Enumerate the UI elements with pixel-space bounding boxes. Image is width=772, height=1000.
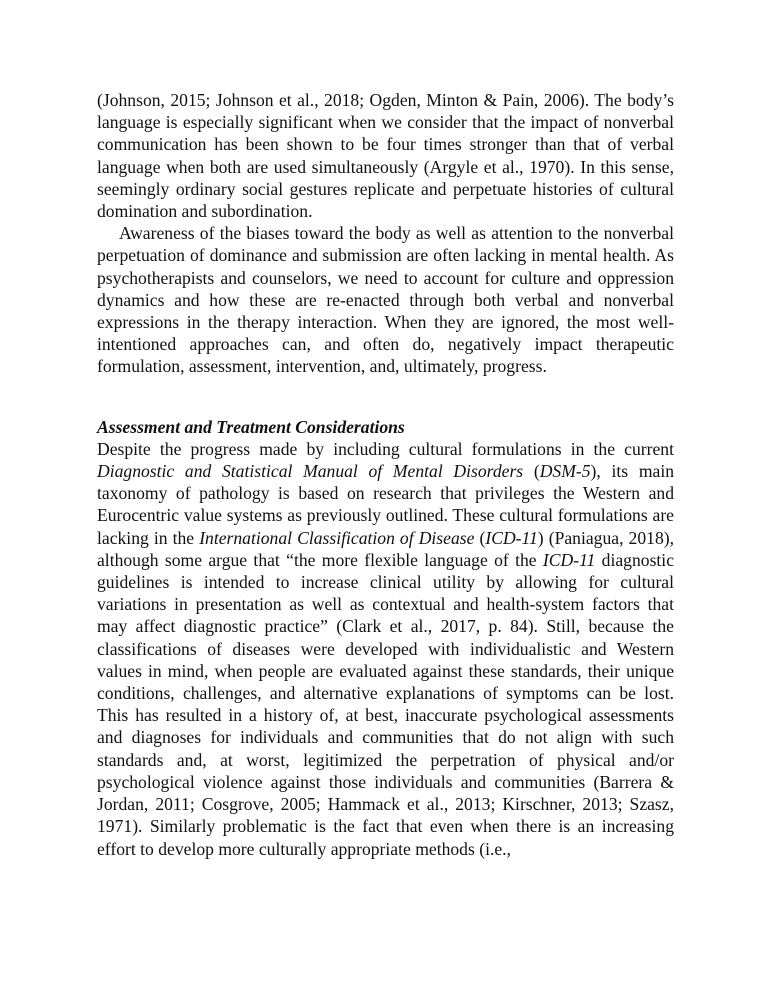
icd-abbrev: ICD-11 [485, 527, 538, 548]
dsm-title: Diagnostic and Statistical Manual of Mental Disorders [97, 461, 524, 482]
icd-title: International Classification of Disease [199, 527, 475, 548]
text-run: diagnostic guidelines is intended to increase clinical utility by allowing for cultural variations in presentation as well as contextual and health-system factors that may affect diagnostic practice” (Clark et al., 2017, p. 84). Still, because the classifications of diseases were developed with individualistic and Western values in mind, when people are evaluated against these standards, their unique conditions, challenges, and alternative explanations of symptoms can be lost. This has resulted in a history of, at best, inaccurate psychological assessments and diagnoses for individuals and communities that do not align with such standards and, at worst, legitimized the perpetration of physical and/or psychological violence against those individuals and communities (Barrera & Jordan, 2011; Cosgrove, 2005; Hammack et al., 2013; Kirschner, 2013; Szasz, 1971). Similarly problematic is the fact that even when there is an increasing effort to develop more culturally appropriate methods (i.e., [97, 549, 674, 859]
paragraph-assessment [97, 438, 674, 860]
paragraph-body-language: (Johnson, 2015; Johnson et al., 2018; Ogden, Minton & Pain, 2006). The body’s language is especially significant when we consider that the impact of nonverbal communication has been shown to be four times stronger than that of verbal language when both are used simultaneously (Argyle et al., 1970). In this sense, seemingly ordinary social gestures replicate and perpetuate histories of cultural domination and subordination. [97, 90, 674, 222]
document-page [97, 89, 674, 860]
text-run: ( [474, 527, 486, 548]
icd-abbrev-quote: ICD-11 [542, 549, 596, 570]
dsm-abbrev: DSM-5 [539, 461, 591, 482]
paragraph-awareness-biases: Awareness of the biases toward the body as well as attention to the nonverbal perpetuation of dominance and submission are often lacking in mental health. As psychotherapists and counselors, we need to account for culture and oppression dynamics and how these are re-enacted through both verbal and nonverbal expressions in the therapy interaction. When they are ignored, the most well-intentioned approaches can, and often do, negatively impact therapeutic formulation, assessment, intervention, and, ultimately, progress. [97, 223, 674, 377]
text-run: ), its main taxonomy of pathology is based on research that privileges the Western and Eurocentric value systems as previously outlined. These cultural formulations are lacking in the [97, 461, 675, 548]
text-run: Despite the progress made by including cultural formulations in the current [97, 438, 674, 459]
text-run: ( [523, 461, 540, 482]
text-run: ) (Paniagua, 2018), although some argue that “the more flexible language of the [97, 527, 674, 570]
section-heading: Assessment and Treatment Considerations [97, 416, 405, 437]
